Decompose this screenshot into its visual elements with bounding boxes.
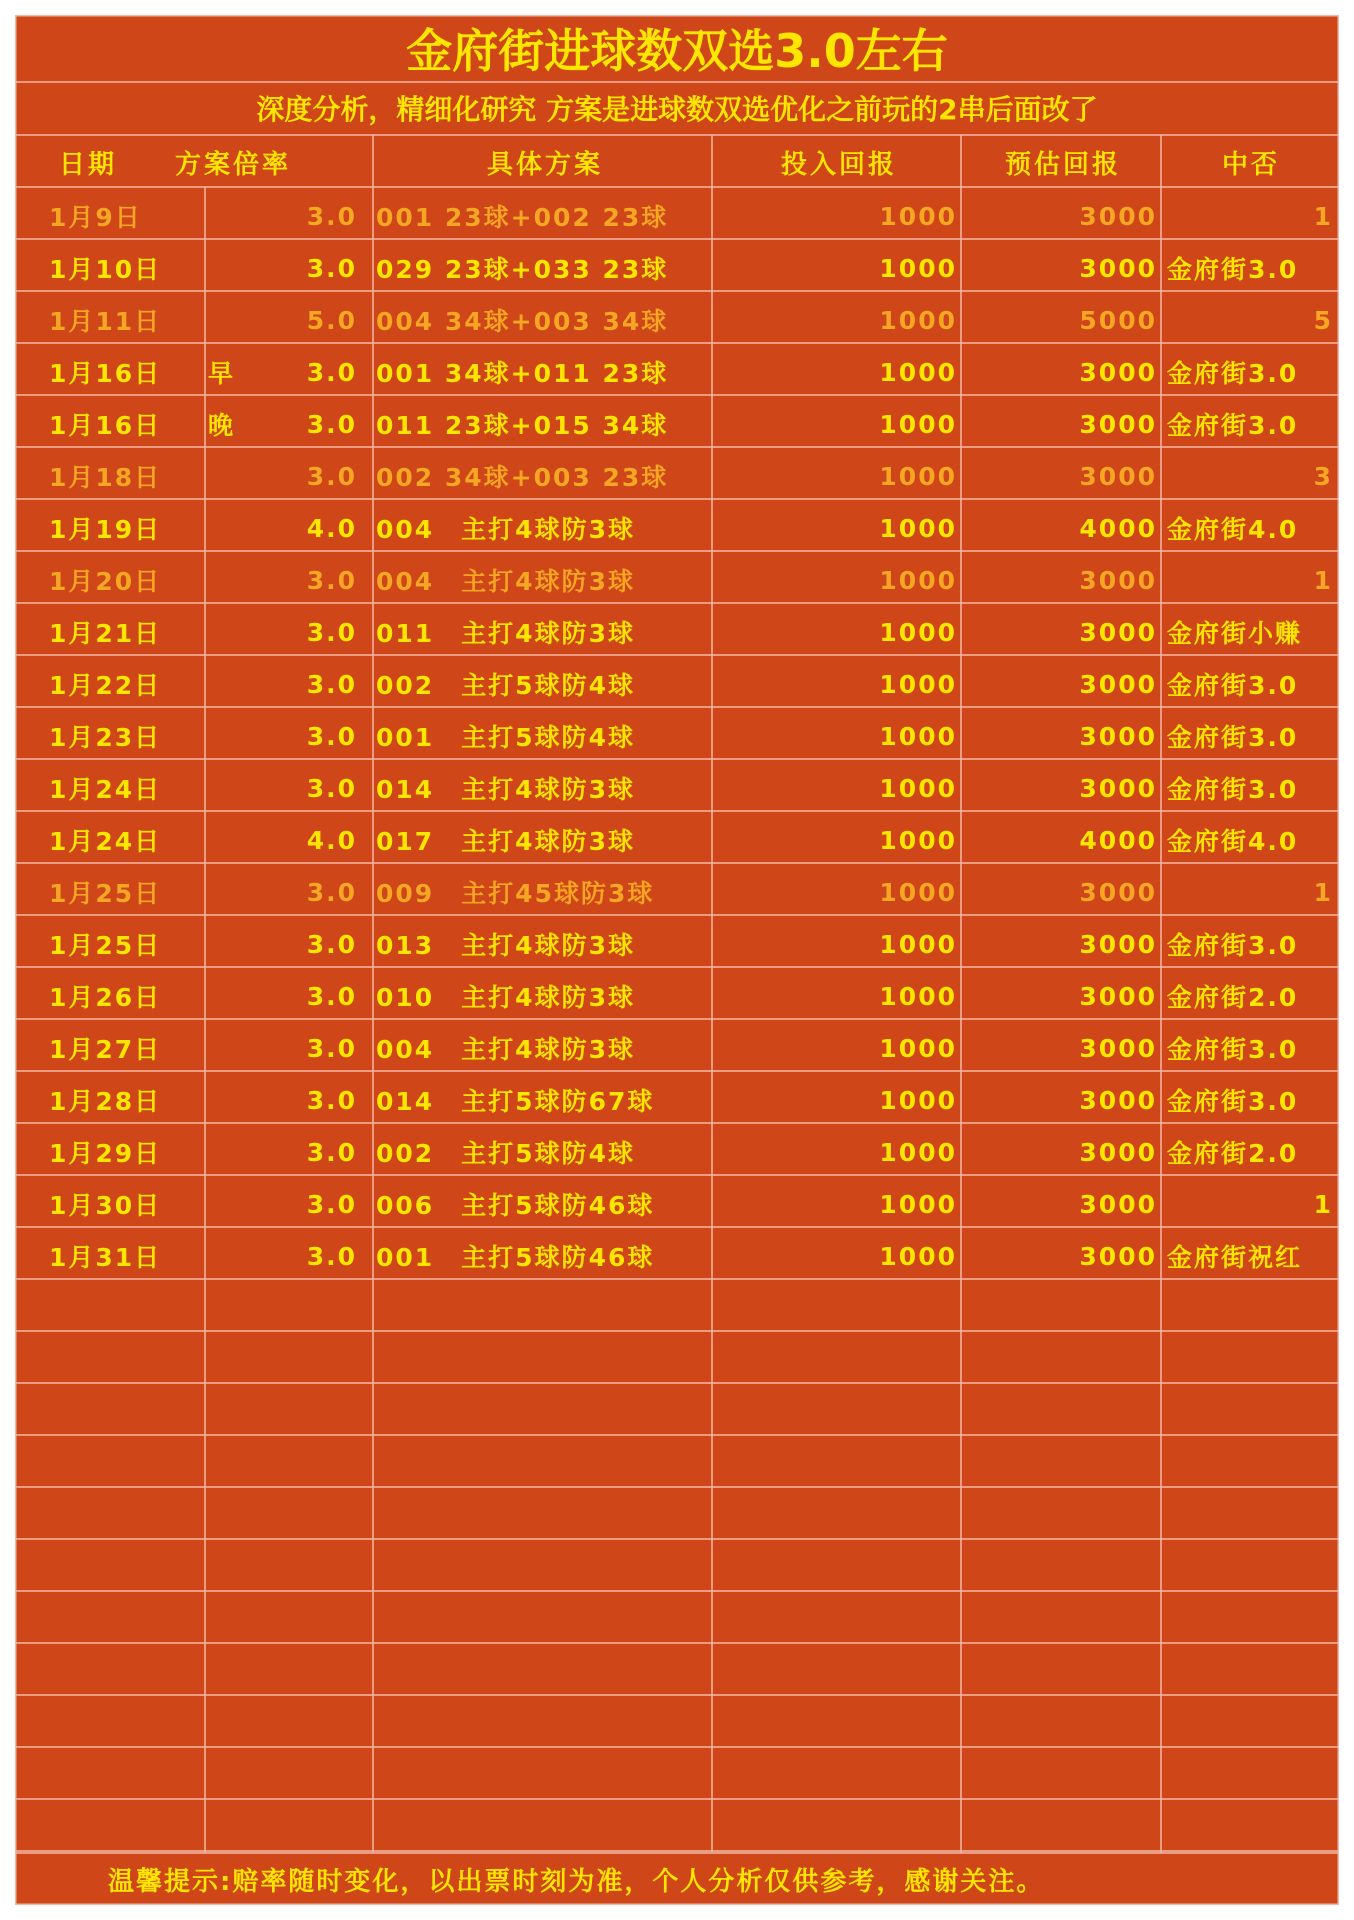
estimate-cell: 3000 — [1079, 409, 1157, 439]
estimate-cell: 3000 — [1079, 773, 1157, 803]
investment-cell: 1000 — [879, 201, 957, 231]
estimate-cell: 3000 — [1079, 1241, 1157, 1271]
investment-cell: 1000 — [879, 461, 957, 491]
estimate-cell: 3000 — [1079, 565, 1157, 595]
result-cell: 1 — [1313, 565, 1333, 595]
date-cell: 1月29日 — [49, 1139, 162, 1168]
result-cell: 金府街3.0 — [1167, 1035, 1299, 1064]
plan-cell: 001 主打5球防46球 — [376, 1243, 655, 1272]
plan-cell: 004 主打4球防3球 — [376, 515, 635, 544]
result-cell: 金府街3.0 — [1167, 775, 1299, 804]
investment-cell: 1000 — [879, 513, 957, 543]
result-cell: 3 — [1313, 461, 1333, 491]
date-cell: 1月21日 — [49, 619, 162, 648]
page-subtitle: 深度分析，精细化研究 方案是进球数双选优化之前玩的2串后面改了 — [256, 92, 1098, 126]
investment-cell: 1000 — [879, 253, 957, 283]
result-cell: 金府街3.0 — [1167, 671, 1299, 700]
investment-cell: 1000 — [879, 1241, 957, 1271]
multiplier-cell: 3.0 — [306, 877, 357, 907]
result-cell: 金府街3.0 — [1167, 255, 1299, 284]
plan-cell: 002 主打5球防4球 — [376, 671, 635, 700]
result-cell: 5 — [1313, 305, 1333, 335]
multiplier-cell: 5.0 — [306, 305, 357, 335]
footer-note: 温馨提示:赔率随时变化，以出票时刻为准，个人分析仅供参考，感谢关注。 — [108, 1866, 1045, 1897]
results-sheet — [15, 15, 1339, 1905]
estimate-cell: 4000 — [1079, 513, 1157, 543]
date-cell: 1月20日 — [49, 567, 162, 596]
investment-cell: 1000 — [879, 305, 957, 335]
multiplier-cell: 3.0 — [306, 721, 357, 751]
investment-cell: 1000 — [879, 357, 957, 387]
date-cell: 1月24日 — [49, 827, 162, 856]
multiplier-cell: 3.0 — [306, 1033, 357, 1063]
investment-cell: 1000 — [879, 669, 957, 699]
date-cell: 1月16日 — [49, 359, 162, 388]
multiplier-cell: 3.0 — [306, 357, 357, 387]
plan-cell: 017 主打4球防3球 — [376, 827, 635, 856]
investment-cell: 1000 — [879, 565, 957, 595]
estimate-cell: 3000 — [1079, 929, 1157, 959]
multiplier-cell: 3.0 — [306, 409, 357, 439]
result-cell: 金府街4.0 — [1167, 827, 1299, 856]
date-cell: 1月19日 — [49, 515, 162, 544]
estimate-cell: 3000 — [1079, 253, 1157, 283]
estimate-cell: 3000 — [1079, 669, 1157, 699]
multiplier-cell: 3.0 — [306, 1137, 357, 1167]
date-cell: 1月22日 — [49, 671, 162, 700]
plan-cell: 004 34球+003 34球 — [376, 307, 669, 336]
estimate-cell: 3000 — [1079, 461, 1157, 491]
estimate-cell: 3000 — [1079, 721, 1157, 751]
plan-cell: 004 主打4球防3球 — [376, 1035, 635, 1064]
plan-cell: 001 23球+002 23球 — [376, 203, 669, 232]
date-cell: 1月10日 — [49, 255, 162, 284]
date-cell: 1月23日 — [49, 723, 162, 752]
estimate-cell: 3000 — [1079, 877, 1157, 907]
header-result: 中否 — [1221, 149, 1280, 180]
date-cell: 1月9日 — [49, 203, 142, 232]
result-cell: 金府街3.0 — [1167, 931, 1299, 960]
plan-cell: 011 主打4球防3球 — [376, 619, 635, 648]
plan-cell: 014 主打4球防3球 — [376, 775, 635, 804]
header-estimate: 预估回报 — [1004, 149, 1121, 180]
investment-cell: 1000 — [879, 1189, 957, 1219]
date-cell: 1月18日 — [49, 463, 162, 492]
plan-cell: 002 主打5球防4球 — [376, 1139, 635, 1168]
multiplier-cell: 3.0 — [306, 981, 357, 1011]
multiplier-cell: 3.0 — [306, 565, 357, 595]
multiplier-cell: 3.0 — [306, 201, 357, 231]
plan-cell: 004 主打4球防3球 — [376, 567, 635, 596]
plan-cell: 014 主打5球防67球 — [376, 1087, 655, 1116]
plan-cell: 001 主打5球防4球 — [376, 723, 635, 752]
multiplier-cell: 3.0 — [306, 929, 357, 959]
estimate-cell: 3000 — [1079, 201, 1157, 231]
result-cell: 金府街小赚 — [1167, 619, 1303, 648]
date-cell: 1月27日 — [49, 1035, 162, 1064]
plan-cell: 002 34球+003 23球 — [376, 463, 669, 492]
result-cell: 金府街祝红 — [1167, 1243, 1303, 1272]
date-cell: 1月16日 — [49, 411, 162, 440]
date-cell: 1月30日 — [49, 1191, 162, 1220]
investment-cell: 1000 — [879, 877, 957, 907]
result-cell: 金府街2.0 — [1167, 1139, 1299, 1168]
plan-cell: 001 34球+011 23球 — [376, 359, 669, 388]
multiplier-cell: 3.0 — [306, 669, 357, 699]
result-cell: 1 — [1313, 201, 1333, 231]
date-cell: 1月25日 — [49, 879, 162, 908]
plan-cell: 010 主打4球防3球 — [376, 983, 635, 1012]
header-date-multiplier: 日期 方案倍率 — [59, 149, 292, 180]
result-cell: 金府街3.0 — [1167, 723, 1299, 752]
investment-cell: 1000 — [879, 981, 957, 1011]
date-cell: 1月26日 — [49, 983, 162, 1012]
plan-cell: 006 主打5球防46球 — [376, 1191, 655, 1220]
investment-cell: 1000 — [879, 617, 957, 647]
session-cell: 早 — [208, 359, 236, 388]
estimate-cell: 3000 — [1079, 1189, 1157, 1219]
investment-cell: 1000 — [879, 825, 957, 855]
multiplier-cell: 3.0 — [306, 617, 357, 647]
estimate-cell: 3000 — [1079, 1033, 1157, 1063]
header-investment: 投入回报 — [780, 149, 897, 180]
investment-cell: 1000 — [879, 409, 957, 439]
header-plan: 具体方案 — [486, 149, 603, 180]
result-cell: 金府街2.0 — [1167, 983, 1299, 1012]
multiplier-cell: 3.0 — [306, 253, 357, 283]
investment-cell: 1000 — [879, 1033, 957, 1063]
multiplier-cell: 4.0 — [306, 513, 357, 543]
investment-cell: 1000 — [879, 1137, 957, 1167]
date-cell: 1月31日 — [49, 1243, 162, 1272]
estimate-cell: 4000 — [1079, 825, 1157, 855]
plan-cell: 009 主打45球防3球 — [376, 879, 655, 908]
result-cell: 1 — [1313, 1189, 1333, 1219]
result-cell: 1 — [1313, 877, 1333, 907]
date-cell: 1月24日 — [49, 775, 162, 804]
session-cell: 晚 — [208, 411, 236, 440]
result-cell: 金府街3.0 — [1167, 1087, 1299, 1116]
plan-cell: 011 23球+015 34球 — [376, 411, 669, 440]
estimate-cell: 3000 — [1079, 357, 1157, 387]
multiplier-cell: 3.0 — [306, 773, 357, 803]
estimate-cell: 5000 — [1079, 305, 1157, 335]
multiplier-cell: 4.0 — [306, 825, 357, 855]
date-cell: 1月28日 — [49, 1087, 162, 1116]
multiplier-cell: 3.0 — [306, 461, 357, 491]
estimate-cell: 3000 — [1079, 1085, 1157, 1115]
investment-cell: 1000 — [879, 1085, 957, 1115]
multiplier-cell: 3.0 — [306, 1189, 357, 1219]
investment-cell: 1000 — [879, 773, 957, 803]
estimate-cell: 3000 — [1079, 981, 1157, 1011]
investment-cell: 1000 — [879, 929, 957, 959]
result-cell: 金府街3.0 — [1167, 359, 1299, 388]
investment-cell: 1000 — [879, 721, 957, 751]
estimate-cell: 3000 — [1079, 617, 1157, 647]
result-cell: 金府街4.0 — [1167, 515, 1299, 544]
multiplier-cell: 3.0 — [306, 1085, 357, 1115]
plan-cell: 013 主打4球防3球 — [376, 931, 635, 960]
date-cell: 1月11日 — [49, 307, 162, 336]
estimate-cell: 3000 — [1079, 1137, 1157, 1167]
page-title: 金府街进球数双选3.0左右 — [406, 24, 948, 78]
date-cell: 1月25日 — [49, 931, 162, 960]
multiplier-cell: 3.0 — [306, 1241, 357, 1271]
plan-cell: 029 23球+033 23球 — [376, 255, 669, 284]
result-cell: 金府街3.0 — [1167, 411, 1299, 440]
